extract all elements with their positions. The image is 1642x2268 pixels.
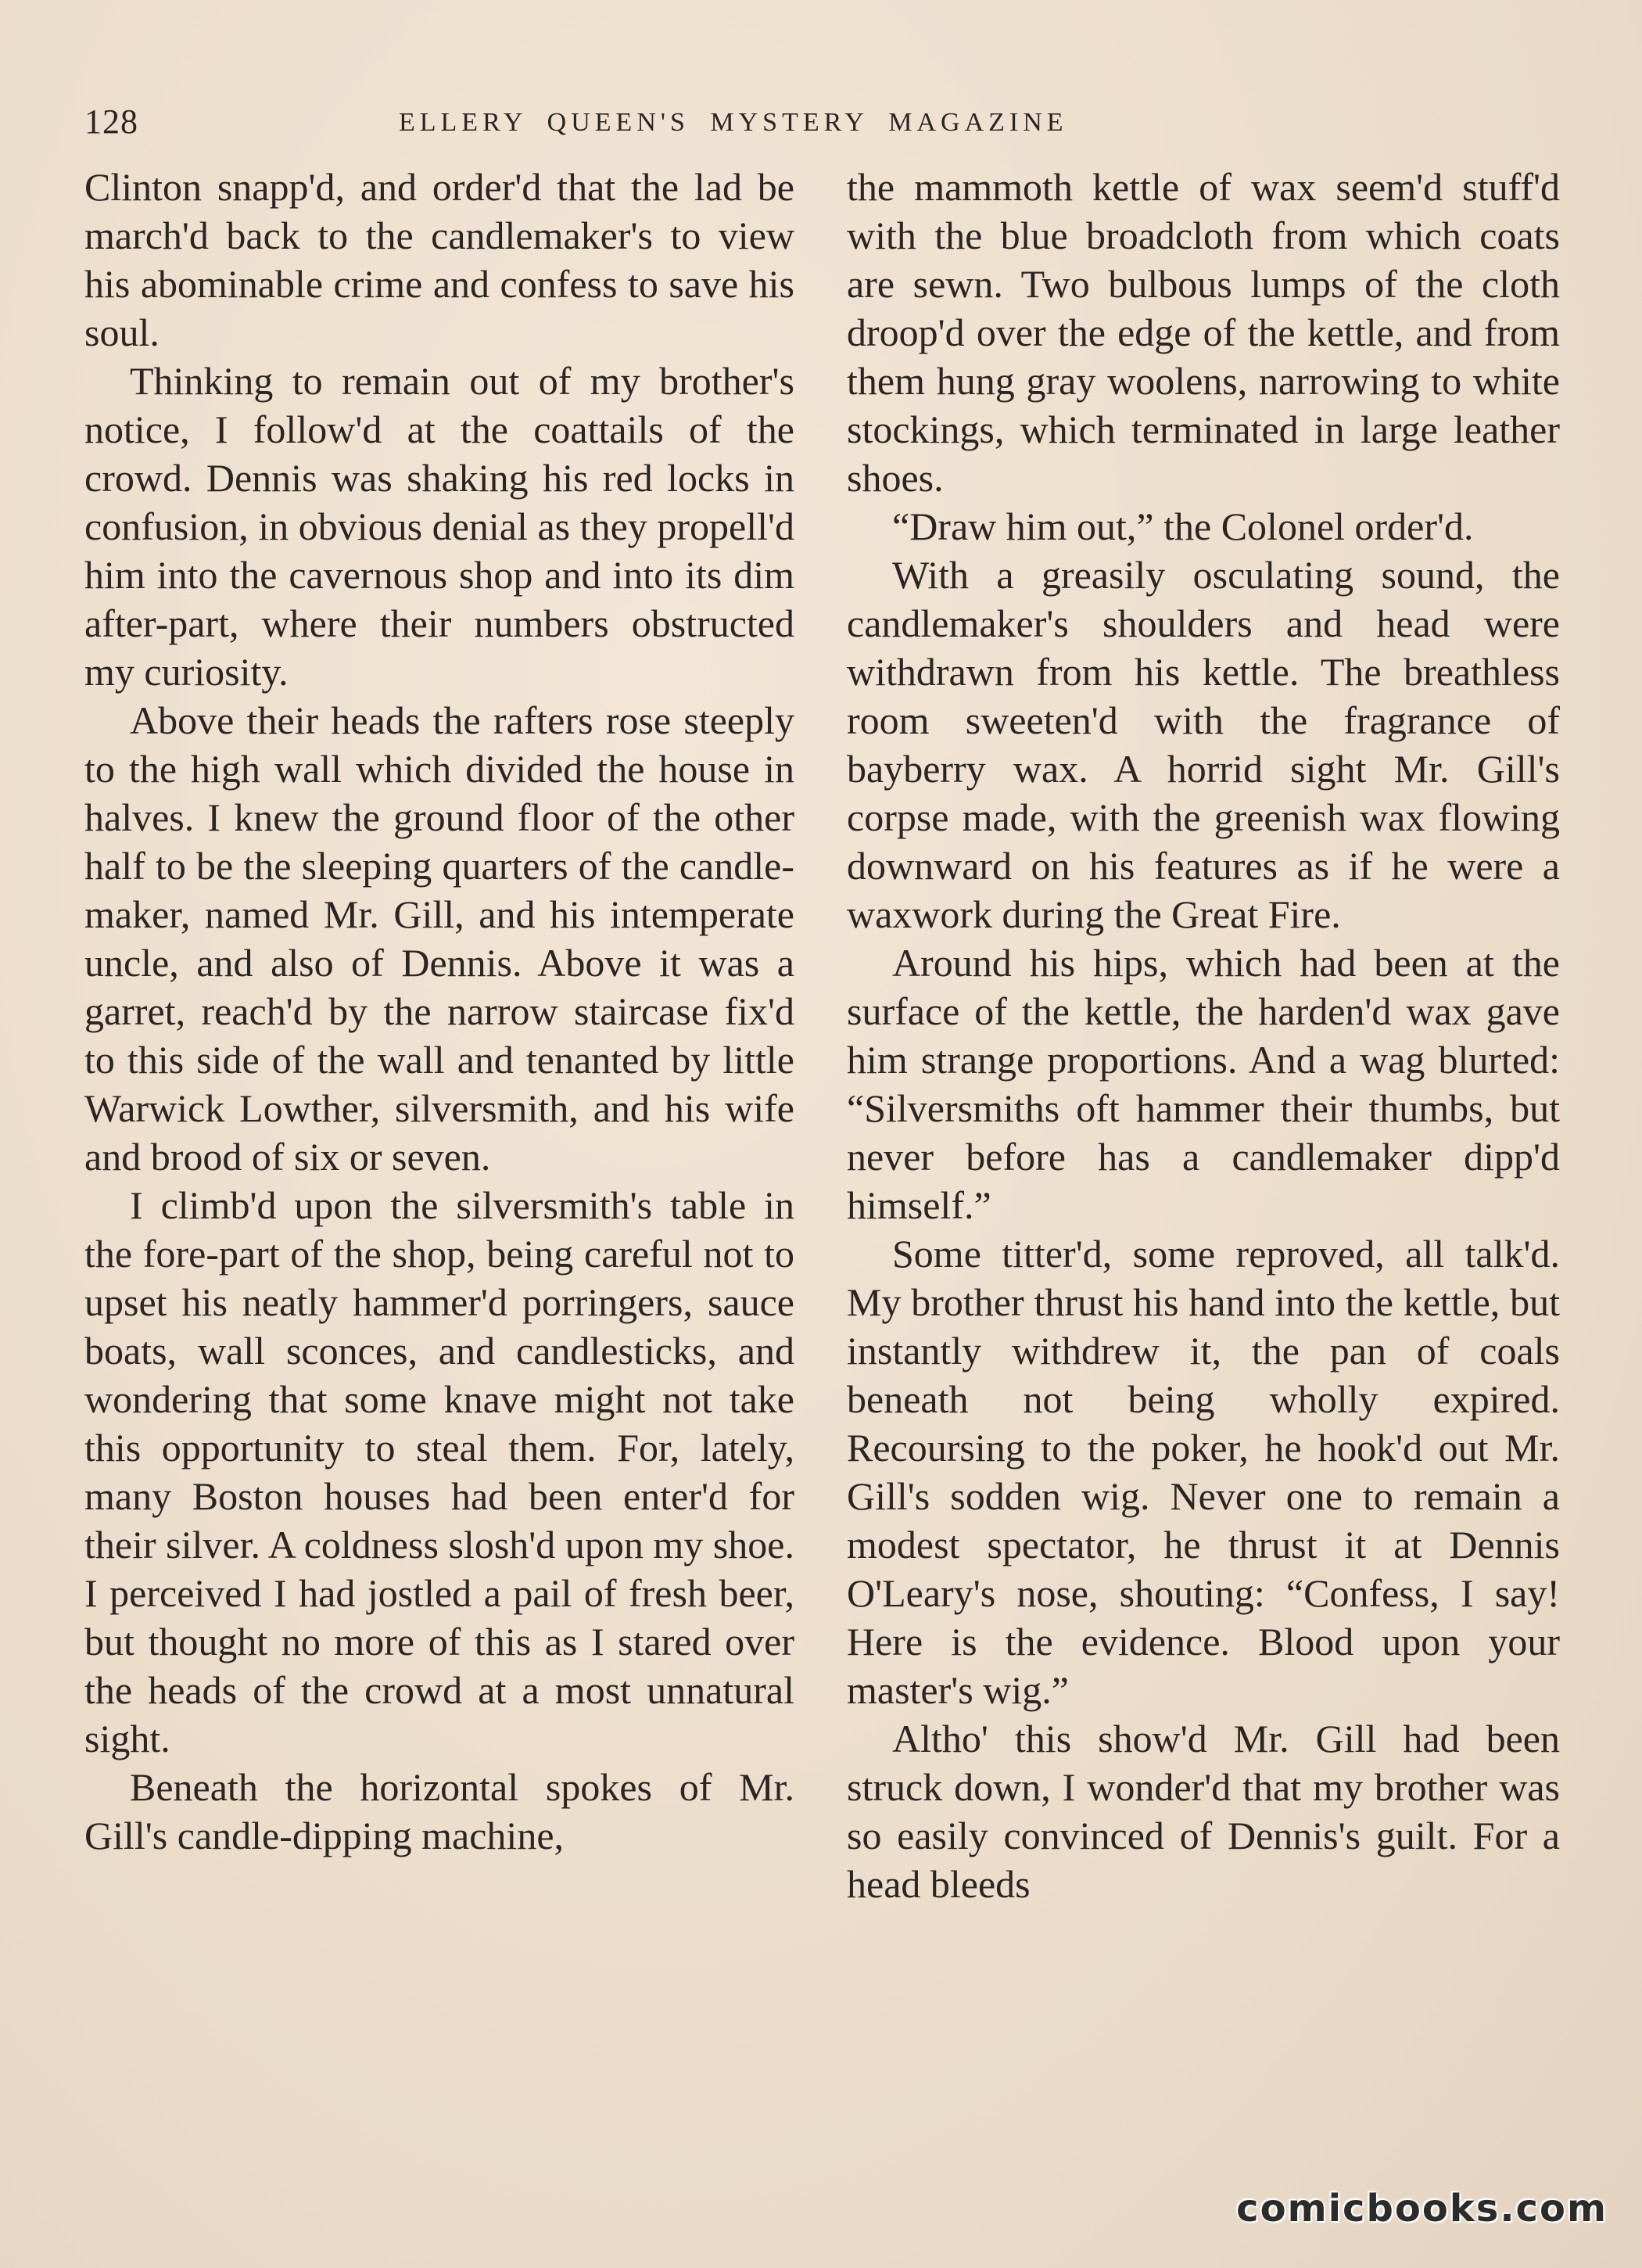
page-header — [84, 102, 1570, 149]
paragraph: Clinton snapp'd, and order'd that the lad be march'd back to the candlemaker's to view his abominable crime and confess to save his soul. — [84, 165, 794, 354]
paragraph: Thinking to remain out of my brother's notice, I follow'd at the coattails of the crowd. Dennis was shaking his red locks in confusion, in obvious denial as they propell'd him into the cavernous shop and into its dim after-part, where their numbers obstructed my curiosity. — [84, 359, 794, 694]
paragraph: “Draw him out,” the Colonel order'd. — [892, 504, 1474, 548]
paragraph: With a greasily osculating sound, the candlemaker's shoulders and head were withdrawn from his kettle. The breathless room sweeten'd with the fragrance of bayberry wax. A horrid sight Mr. Gill's corpse made, with the greenish wax flowing downward on his features as if he were a waxwork during the Great Fire. — [847, 553, 1560, 936]
paragraph: Above their heads the rafters rose steeply to the high wall which divided the house in halves. I knew the ground floor of the other half to be the sleeping quarters of the candlemaker, named Mr. Gill, and his intemperate uncle, and also of Dennis. Above it was a garret, reach'd by the narrow staircase fix'd to this side of the wall and tenanted by little Warwick Lowther, silversmith, and his wife and brood of six or seven. — [84, 698, 794, 1179]
paragraph: I climb'd upon the silversmith's table in the fore-part of the shop, being careful not to upset his neatly hammer'd porringers, sauce boats, wall sconces, and candlesticks, and wondering that some knave might not take this opportunity to steal them. For, lately, many Boston houses had been enter'd for their silver. A coldness slosh'd upon my shoe. I perceived I had jostled a pail of fresh beer, but thought no more of this as I stared over the heads of the crowd at a most unnatural sight. — [84, 1183, 794, 1760]
paragraph: Around his hips, which had been at the surface of the kettle, the harden'd wax gave him strange proportions. And a wag blurted: “Silversmiths oft hammer their thumbs, but never before has a candlemaker dipp'd himself.” — [847, 941, 1560, 1227]
page-number: 128 — [84, 102, 138, 141]
paragraph: Some titter'd, some reproved, all talk'd. My brother thrust his hand into the kettle, but instantly withdrew it, the pan of coals beneath not being wholly expired. Recoursing to the poker, he hook'd out Mr. Gill's sodden wig. Never one to remain a modest spectator, he thrust it at Dennis O'Leary's nose, shouting: “Confess, I say! Here is the evidence. Blood upon your master's wig.” — [847, 1232, 1560, 1712]
site-watermark: comicbooks.com — [1236, 2187, 1608, 2230]
paragraph: Beneath the horizontal spokes of Mr. Gill's candle-dipping machine, — [84, 1765, 794, 1857]
paragraph: the mammoth kettle of wax seem'd stuff'd with the blue broadcloth from which coats are sewn. Two bulbous lumps of the cloth droop'd over the edge of the kettle, and from them hung gray woolens, narrowing to white stockings, which terminated in large leather shoes. — [847, 165, 1560, 500]
left-column — [84, 163, 794, 1860]
running-title: ELLERY QUEEN'S MYSTERY MAGAZINE — [399, 108, 1068, 137]
paragraph: Altho' this show'd Mr. Gill had been struck down, I wonder'd that my brother was so easily convinced of Dennis's guilt. For a head bleeds — [847, 1717, 1560, 1906]
right-column — [847, 163, 1560, 1908]
